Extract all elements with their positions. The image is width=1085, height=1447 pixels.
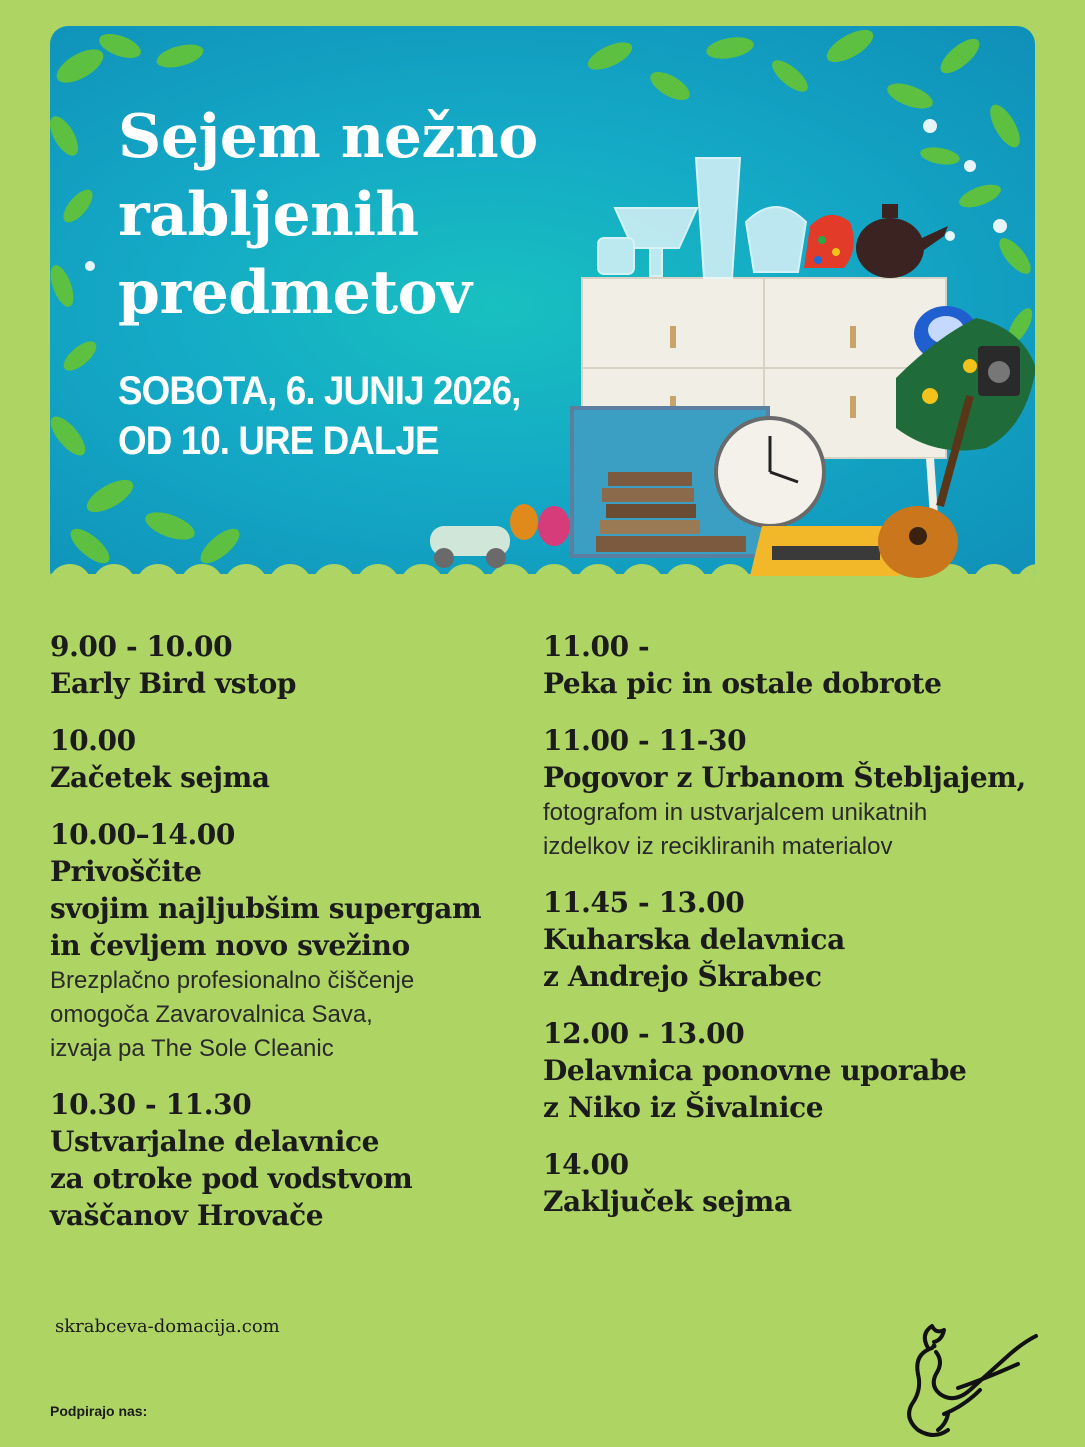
schedule-description: fotografom in ustvarjalcem unikatnih [543, 799, 928, 826]
toy-car-icon [430, 526, 510, 568]
schedule-title [543, 958, 1043, 995]
schedule-description: izdelkov iz recikliranih materialov [543, 833, 893, 860]
schedule-time: 12.00 - 13.00 [543, 1017, 745, 1050]
schedule-title: Privoščite [50, 855, 202, 888]
schedule-time: 10.00 [50, 724, 136, 757]
glassware-icon [598, 158, 806, 278]
schedule-title-prefix: z [543, 1091, 568, 1124]
speaker-name: Urbanom Štebljajem [701, 761, 1017, 794]
schedule-item [543, 884, 1043, 995]
teapot-icon [856, 204, 948, 278]
schedule-item [50, 816, 520, 1066]
speaker-name: Niko iz Šivalnice [567, 1091, 824, 1124]
website-link[interactable]: skrabceva-domacija.com [55, 1316, 280, 1337]
event-title-line: Sejem nežno [118, 102, 538, 172]
schedule-title [543, 759, 1043, 796]
event-date [118, 366, 520, 466]
clock-icon [716, 418, 824, 526]
camera-icon [978, 346, 1020, 396]
schedule-title: Kuharska delavnica [543, 923, 845, 956]
event-date-line: OD 10. URE DALJE [118, 419, 439, 463]
schedule-description: Brezplačno profesionalno čiščenje [50, 967, 415, 994]
event-banner [50, 26, 1035, 588]
schedule-title: in čevljem novo svežino [50, 929, 410, 962]
event-title-line: rabljenih [118, 180, 419, 250]
schedule-title-prefix: Pogovor z [543, 761, 702, 794]
schedule-title: Delavnica ponovne uporabe [543, 1054, 967, 1087]
event-title-line: predmetov [118, 258, 472, 328]
schedule-item [543, 628, 1043, 702]
schedule-time: 14.00 [543, 1148, 629, 1181]
schedule-time: 11.00 - 11-30 [543, 724, 747, 757]
schedule-item [543, 1015, 1043, 1126]
schedule-title: vaščanov Hrovače [50, 1199, 324, 1232]
event-date-line: SOBOTA, 6. JUNIJ 2026, [118, 369, 521, 413]
typewriter-icon [750, 526, 900, 576]
schedule-time: 10.00–14.00 [50, 818, 235, 851]
schedule-item [543, 1146, 1043, 1220]
speaker-name: Andrejo Škrabec [567, 960, 822, 993]
supporters-label: Podpirajo nas: [50, 1403, 148, 1419]
schedule-item [50, 1086, 520, 1234]
schedule-time: 9.00 - 10.00 [50, 630, 233, 663]
schedule-item [50, 722, 520, 796]
schedule-title: Early Bird vstop [50, 667, 297, 700]
schedule-description: izvaja pa The Sole Cleanic [50, 1035, 334, 1062]
schedule-title-prefix: z [543, 960, 568, 993]
schedule-title: Zaključek sejma [543, 1185, 792, 1218]
schedule-left-column [50, 628, 520, 1254]
schedule-item [543, 722, 1043, 864]
schedule-right-column [543, 628, 1043, 1240]
schedule-time: 11.00 - [543, 630, 650, 663]
schedule-description: omogoča Zavarovalnica Sava, [50, 1001, 373, 1028]
schedule-title: svojim najljubšim supergam [50, 892, 482, 925]
schedule-title: za otroke pod vodstvom [50, 1162, 413, 1195]
schedule-time: 11.45 - 13.00 [543, 886, 745, 919]
schedule-title: Začetek sejma [50, 761, 270, 794]
schedule-title: Peka pic in ostale dobrote [543, 667, 942, 700]
scarf-icon [804, 215, 854, 268]
spinning-top-icon [510, 504, 570, 546]
event-title [118, 98, 538, 332]
rooster-logo-icon [888, 1318, 1038, 1443]
schedule-title [543, 1089, 1043, 1126]
schedule-item [50, 628, 520, 702]
schedule-title-suffix: , [1016, 761, 1026, 794]
schedule-title: Ustvarjalne delavnice [50, 1125, 380, 1158]
schedule-time: 10.30 - 11.30 [50, 1088, 252, 1121]
